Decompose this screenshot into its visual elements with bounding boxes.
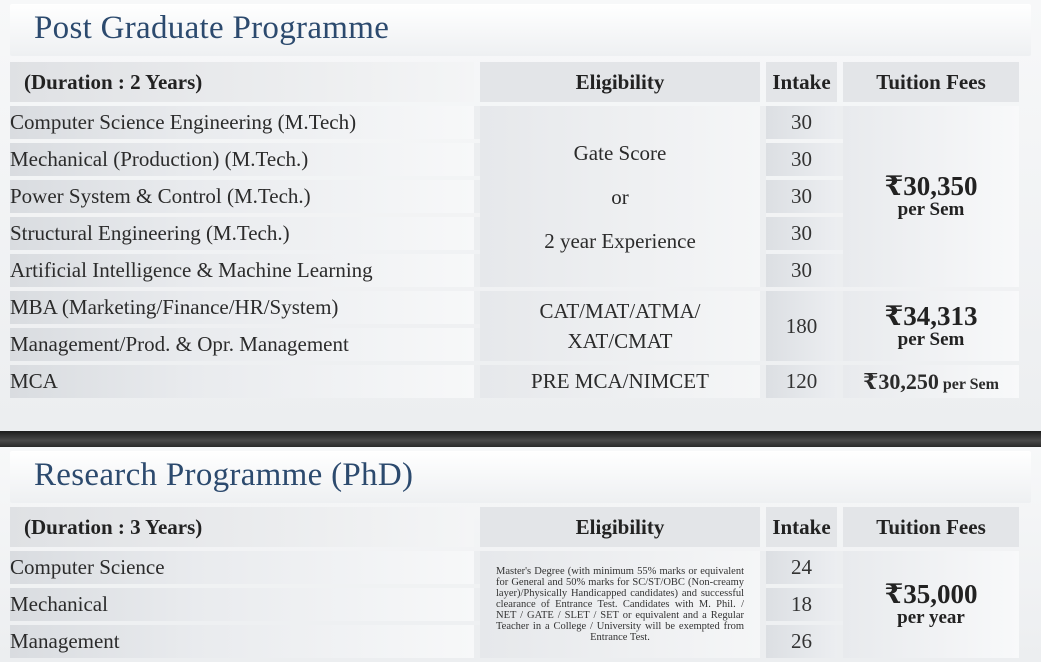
mba-fee [843,291,1019,361]
table-row [10,106,1019,139]
fee-amount: ₹35,000 [884,579,978,610]
course-name: MCA [10,365,480,398]
eligibility-line: Gate Score [573,140,667,165]
pg-title: Post Graduate Programme [34,10,390,46]
intake-value: 18 [766,588,843,621]
intake-value: 30 [766,217,843,250]
fee-amount: ₹30,250 [863,368,939,394]
pg-title-bar [10,4,1031,56]
rp-header-row [10,507,1019,547]
intake-value: 30 [766,180,843,213]
mba-eligibility [480,291,766,361]
phd-eligibility [480,551,766,658]
fee-unit: per Sem [942,375,999,393]
course-name: Power System & Control (M.Tech.) [10,180,480,213]
course-name: Management [10,625,480,658]
rp-header-fees: Tuition Fees [843,507,1019,547]
section-divider [0,431,1041,447]
table-row [10,291,1019,324]
intake-value: 120 [766,365,843,398]
eligibility-line: 2 year Experience [544,228,696,253]
course-name: Management/Prod. & Opr. Management [10,328,480,361]
mtech-fee [843,106,1019,287]
phd-fee [843,551,1019,658]
course-name: Computer Science Engineering (M.Tech) [10,106,480,139]
intake-value: 26 [766,625,843,658]
intake-value: 180 [766,291,843,361]
course-name: Mechanical [10,588,480,621]
mtech-eligibility [480,106,766,287]
rp-title: Research Programme (PhD) [34,457,414,493]
intake-value: 30 [766,143,843,176]
eligibility-line: or [611,184,629,209]
eligibility-line: XAT/CMAT [567,329,673,353]
rp-table [10,503,1019,662]
pg-header-row [10,62,1019,102]
pg-header-intake: Intake [766,62,843,102]
eligibility-text: Master's Degree (with minimum 55% marks or equivalent for General and 50% marks for SC/ST/OBC (Non-creamy layer)/Physically Handicapped candidates) and successful clearance of Entrance Test. Candidates with M. Phil. / NET / GATE / SLET / SET or equivalent and a Regular Teacher in a College / University will be exempted from Entrance Test. [496,566,744,643]
fee-amount: ₹34,313 [884,300,978,331]
pg-header-fees: Tuition Fees [843,62,1019,102]
pg-table [10,58,1019,402]
intake-value: 30 [766,254,843,287]
mca-eligibility: PRE MCA/NIMCET [480,365,766,398]
intake-value: 24 [766,551,843,584]
rp-panel [0,447,1041,662]
fee-unit: per Sem [897,328,965,350]
eligibility-line: CAT/MAT/ATMA/ [539,299,701,323]
table-row [10,551,1019,584]
fee-unit: per year [897,607,965,629]
rp-header-intake: Intake [766,507,843,547]
course-name: Artificial Intelligence & Machine Learning [10,254,480,287]
pg-header-course: (Duration : 2 Years) [10,62,480,102]
course-name: Structural Engineering (M.Tech.) [10,217,480,250]
rp-title-bar [10,451,1031,503]
course-name: Computer Science [10,551,480,584]
pg-header-eligibility: Eligibility [480,62,766,102]
intake-value: 30 [766,106,843,139]
course-name: Mechanical (Production) (M.Tech.) [10,143,480,176]
rp-header-course: (Duration : 3 Years) [10,507,480,547]
table-row [10,365,1019,398]
mca-fee [843,365,1019,398]
course-name: MBA (Marketing/Finance/HR/System) [10,291,480,324]
fee-amount: ₹30,350 [884,171,978,202]
fee-unit: per Sem [897,199,965,221]
rp-header-eligibility: Eligibility [480,507,766,547]
